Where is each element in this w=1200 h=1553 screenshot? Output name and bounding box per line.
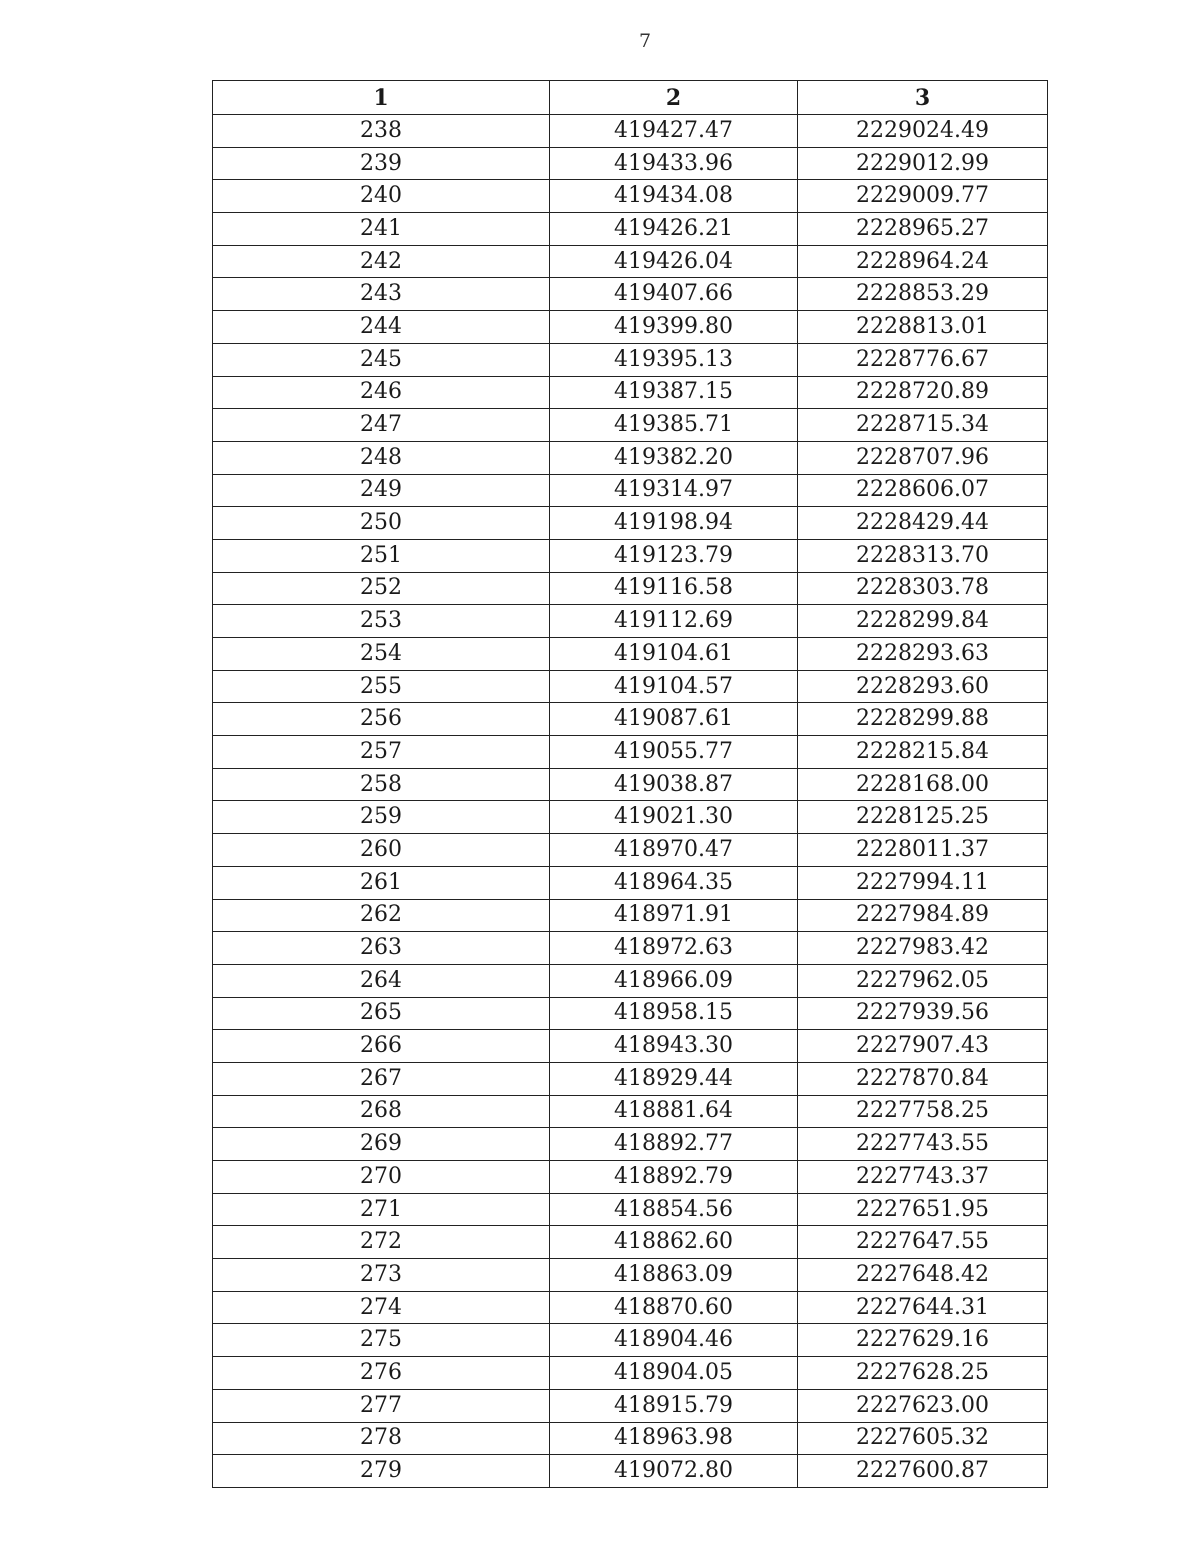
y-coordinate-cell: 2227600.87 (798, 1455, 1048, 1488)
x-coordinate-cell: 419407.66 (550, 278, 798, 311)
y-coordinate-cell: 2227758.25 (798, 1095, 1048, 1128)
point-number-cell: 277 (213, 1389, 550, 1422)
x-coordinate-cell: 418892.79 (550, 1161, 798, 1194)
y-coordinate-cell: 2228313.70 (798, 539, 1048, 572)
y-coordinate-cell: 2229012.99 (798, 147, 1048, 180)
x-coordinate-cell: 419021.30 (550, 801, 798, 834)
table-row (213, 1357, 1048, 1390)
x-coordinate-cell: 419112.69 (550, 605, 798, 638)
x-coordinate-cell: 418904.46 (550, 1324, 798, 1357)
y-coordinate-cell: 2227629.16 (798, 1324, 1048, 1357)
table-row (213, 180, 1048, 213)
table-row (213, 768, 1048, 801)
table-row (213, 507, 1048, 540)
y-coordinate-cell: 2228125.25 (798, 801, 1048, 834)
point-number-cell: 259 (213, 801, 550, 834)
x-coordinate-cell: 419087.61 (550, 703, 798, 736)
y-coordinate-cell: 2228606.07 (798, 474, 1048, 507)
x-coordinate-cell: 419395.13 (550, 343, 798, 376)
y-coordinate-cell: 2227983.42 (798, 932, 1048, 965)
x-coordinate-cell: 418870.60 (550, 1291, 798, 1324)
y-coordinate-cell: 2228299.88 (798, 703, 1048, 736)
point-number-cell: 238 (213, 115, 550, 148)
coordinates-table (212, 80, 1048, 1488)
point-number-cell: 272 (213, 1226, 550, 1259)
x-coordinate-cell: 419427.47 (550, 115, 798, 148)
table-row (213, 932, 1048, 965)
point-number-cell: 258 (213, 768, 550, 801)
table-row (213, 834, 1048, 867)
x-coordinate-cell: 419104.61 (550, 638, 798, 671)
point-number-cell: 253 (213, 605, 550, 638)
point-number-cell: 241 (213, 213, 550, 246)
table-row (213, 899, 1048, 932)
y-coordinate-cell: 2227962.05 (798, 964, 1048, 997)
point-number-cell: 273 (213, 1259, 550, 1292)
point-number-cell: 275 (213, 1324, 550, 1357)
point-number-cell: 250 (213, 507, 550, 540)
point-number-cell: 267 (213, 1062, 550, 1095)
x-coordinate-cell: 418958.15 (550, 997, 798, 1030)
y-coordinate-cell: 2228707.96 (798, 441, 1048, 474)
y-coordinate-cell: 2227907.43 (798, 1030, 1048, 1063)
y-coordinate-cell: 2227605.32 (798, 1422, 1048, 1455)
x-coordinate-cell: 418904.05 (550, 1357, 798, 1390)
point-number-cell: 243 (213, 278, 550, 311)
column-header-3: 3 (798, 81, 1048, 115)
point-number-cell: 262 (213, 899, 550, 932)
y-coordinate-cell: 2227647.55 (798, 1226, 1048, 1259)
x-coordinate-cell: 418892.77 (550, 1128, 798, 1161)
y-coordinate-cell: 2227644.31 (798, 1291, 1048, 1324)
point-number-cell: 264 (213, 964, 550, 997)
point-number-cell: 271 (213, 1193, 550, 1226)
table-row (213, 866, 1048, 899)
x-coordinate-cell: 418943.30 (550, 1030, 798, 1063)
x-coordinate-cell: 418966.09 (550, 964, 798, 997)
y-coordinate-cell: 2228303.78 (798, 572, 1048, 605)
y-coordinate-cell: 2228293.60 (798, 670, 1048, 703)
x-coordinate-cell: 419055.77 (550, 736, 798, 769)
y-coordinate-cell: 2228813.01 (798, 311, 1048, 344)
y-coordinate-cell: 2228965.27 (798, 213, 1048, 246)
y-coordinate-cell: 2227870.84 (798, 1062, 1048, 1095)
y-coordinate-cell: 2228715.34 (798, 409, 1048, 442)
table-row (213, 1030, 1048, 1063)
x-coordinate-cell: 419426.21 (550, 213, 798, 246)
table-row (213, 245, 1048, 278)
point-number-cell: 274 (213, 1291, 550, 1324)
table-row (213, 1161, 1048, 1194)
point-number-cell: 276 (213, 1357, 550, 1390)
table-row (213, 572, 1048, 605)
y-coordinate-cell: 2228964.24 (798, 245, 1048, 278)
point-number-cell: 248 (213, 441, 550, 474)
y-coordinate-cell: 2227628.25 (798, 1357, 1048, 1390)
point-number-cell: 246 (213, 376, 550, 409)
x-coordinate-cell: 419382.20 (550, 441, 798, 474)
table-row (213, 1062, 1048, 1095)
x-coordinate-cell: 419399.80 (550, 311, 798, 344)
x-coordinate-cell: 419426.04 (550, 245, 798, 278)
y-coordinate-cell: 2229024.49 (798, 115, 1048, 148)
point-number-cell: 263 (213, 932, 550, 965)
x-coordinate-cell: 418881.64 (550, 1095, 798, 1128)
table-row (213, 1128, 1048, 1161)
y-coordinate-cell: 2227743.37 (798, 1161, 1048, 1194)
y-coordinate-cell: 2228429.44 (798, 507, 1048, 540)
y-coordinate-cell: 2227994.11 (798, 866, 1048, 899)
x-coordinate-cell: 419104.57 (550, 670, 798, 703)
y-coordinate-cell: 2227984.89 (798, 899, 1048, 932)
y-coordinate-cell: 2228215.84 (798, 736, 1048, 769)
point-number-cell: 256 (213, 703, 550, 736)
x-coordinate-cell: 418863.09 (550, 1259, 798, 1292)
x-coordinate-cell: 419314.97 (550, 474, 798, 507)
x-coordinate-cell: 419385.71 (550, 409, 798, 442)
table-header (213, 81, 1048, 115)
y-coordinate-cell: 2229009.77 (798, 180, 1048, 213)
table-row (213, 997, 1048, 1030)
y-coordinate-cell: 2227939.56 (798, 997, 1048, 1030)
y-coordinate-cell: 2228011.37 (798, 834, 1048, 867)
table-row (213, 1455, 1048, 1488)
x-coordinate-cell: 419387.15 (550, 376, 798, 409)
column-header-2: 2 (550, 81, 798, 115)
table-row (213, 1259, 1048, 1292)
table-row (213, 376, 1048, 409)
point-number-cell: 247 (213, 409, 550, 442)
table-row (213, 343, 1048, 376)
table-row (213, 736, 1048, 769)
x-coordinate-cell: 419038.87 (550, 768, 798, 801)
header-row (213, 81, 1048, 115)
point-number-cell: 255 (213, 670, 550, 703)
point-number-cell: 242 (213, 245, 550, 278)
x-coordinate-cell: 418970.47 (550, 834, 798, 867)
table-row (213, 1291, 1048, 1324)
table-row (213, 278, 1048, 311)
y-coordinate-cell: 2227648.42 (798, 1259, 1048, 1292)
y-coordinate-cell: 2228168.00 (798, 768, 1048, 801)
x-coordinate-cell: 419072.80 (550, 1455, 798, 1488)
x-coordinate-cell: 418929.44 (550, 1062, 798, 1095)
table-row (213, 1324, 1048, 1357)
table-row (213, 539, 1048, 572)
table-row (213, 441, 1048, 474)
point-number-cell: 266 (213, 1030, 550, 1063)
point-number-cell: 269 (213, 1128, 550, 1161)
column-header-1: 1 (213, 81, 550, 115)
point-number-cell: 249 (213, 474, 550, 507)
x-coordinate-cell: 418915.79 (550, 1389, 798, 1422)
table-row (213, 1389, 1048, 1422)
x-coordinate-cell: 418862.60 (550, 1226, 798, 1259)
point-number-cell: 265 (213, 997, 550, 1030)
point-number-cell: 268 (213, 1095, 550, 1128)
point-number-cell: 279 (213, 1455, 550, 1488)
x-coordinate-cell: 418971.91 (550, 899, 798, 932)
table-row (213, 670, 1048, 703)
y-coordinate-cell: 2227623.00 (798, 1389, 1048, 1422)
x-coordinate-cell: 418854.56 (550, 1193, 798, 1226)
table-row (213, 1193, 1048, 1226)
page-number: 7 (638, 30, 652, 52)
y-coordinate-cell: 2228293.63 (798, 638, 1048, 671)
y-coordinate-cell: 2228720.89 (798, 376, 1048, 409)
table-row (213, 1422, 1048, 1455)
point-number-cell: 244 (213, 311, 550, 344)
x-coordinate-cell: 418972.63 (550, 932, 798, 965)
point-number-cell: 261 (213, 866, 550, 899)
x-coordinate-cell: 419434.08 (550, 180, 798, 213)
point-number-cell: 254 (213, 638, 550, 671)
point-number-cell: 270 (213, 1161, 550, 1194)
point-number-cell: 252 (213, 572, 550, 605)
x-coordinate-cell: 418963.98 (550, 1422, 798, 1455)
table-row (213, 638, 1048, 671)
table-row (213, 801, 1048, 834)
point-number-cell: 278 (213, 1422, 550, 1455)
point-number-cell: 240 (213, 180, 550, 213)
table-row (213, 213, 1048, 246)
point-number-cell: 239 (213, 147, 550, 180)
table-row (213, 964, 1048, 997)
point-number-cell: 260 (213, 834, 550, 867)
y-coordinate-cell: 2228299.84 (798, 605, 1048, 638)
table-row (213, 147, 1048, 180)
table-row (213, 1226, 1048, 1259)
point-number-cell: 257 (213, 736, 550, 769)
table-row (213, 311, 1048, 344)
table-row (213, 605, 1048, 638)
y-coordinate-cell: 2228853.29 (798, 278, 1048, 311)
x-coordinate-cell: 419116.58 (550, 572, 798, 605)
point-number-cell: 245 (213, 343, 550, 376)
table-row (213, 474, 1048, 507)
table-body (213, 115, 1048, 1488)
x-coordinate-cell: 418964.35 (550, 866, 798, 899)
y-coordinate-cell: 2227743.55 (798, 1128, 1048, 1161)
table-row (213, 115, 1048, 148)
x-coordinate-cell: 419123.79 (550, 539, 798, 572)
point-number-cell: 251 (213, 539, 550, 572)
x-coordinate-cell: 419198.94 (550, 507, 798, 540)
y-coordinate-cell: 2228776.67 (798, 343, 1048, 376)
table-row (213, 1095, 1048, 1128)
x-coordinate-cell: 419433.96 (550, 147, 798, 180)
table-row (213, 703, 1048, 736)
y-coordinate-cell: 2227651.95 (798, 1193, 1048, 1226)
table-row (213, 409, 1048, 442)
